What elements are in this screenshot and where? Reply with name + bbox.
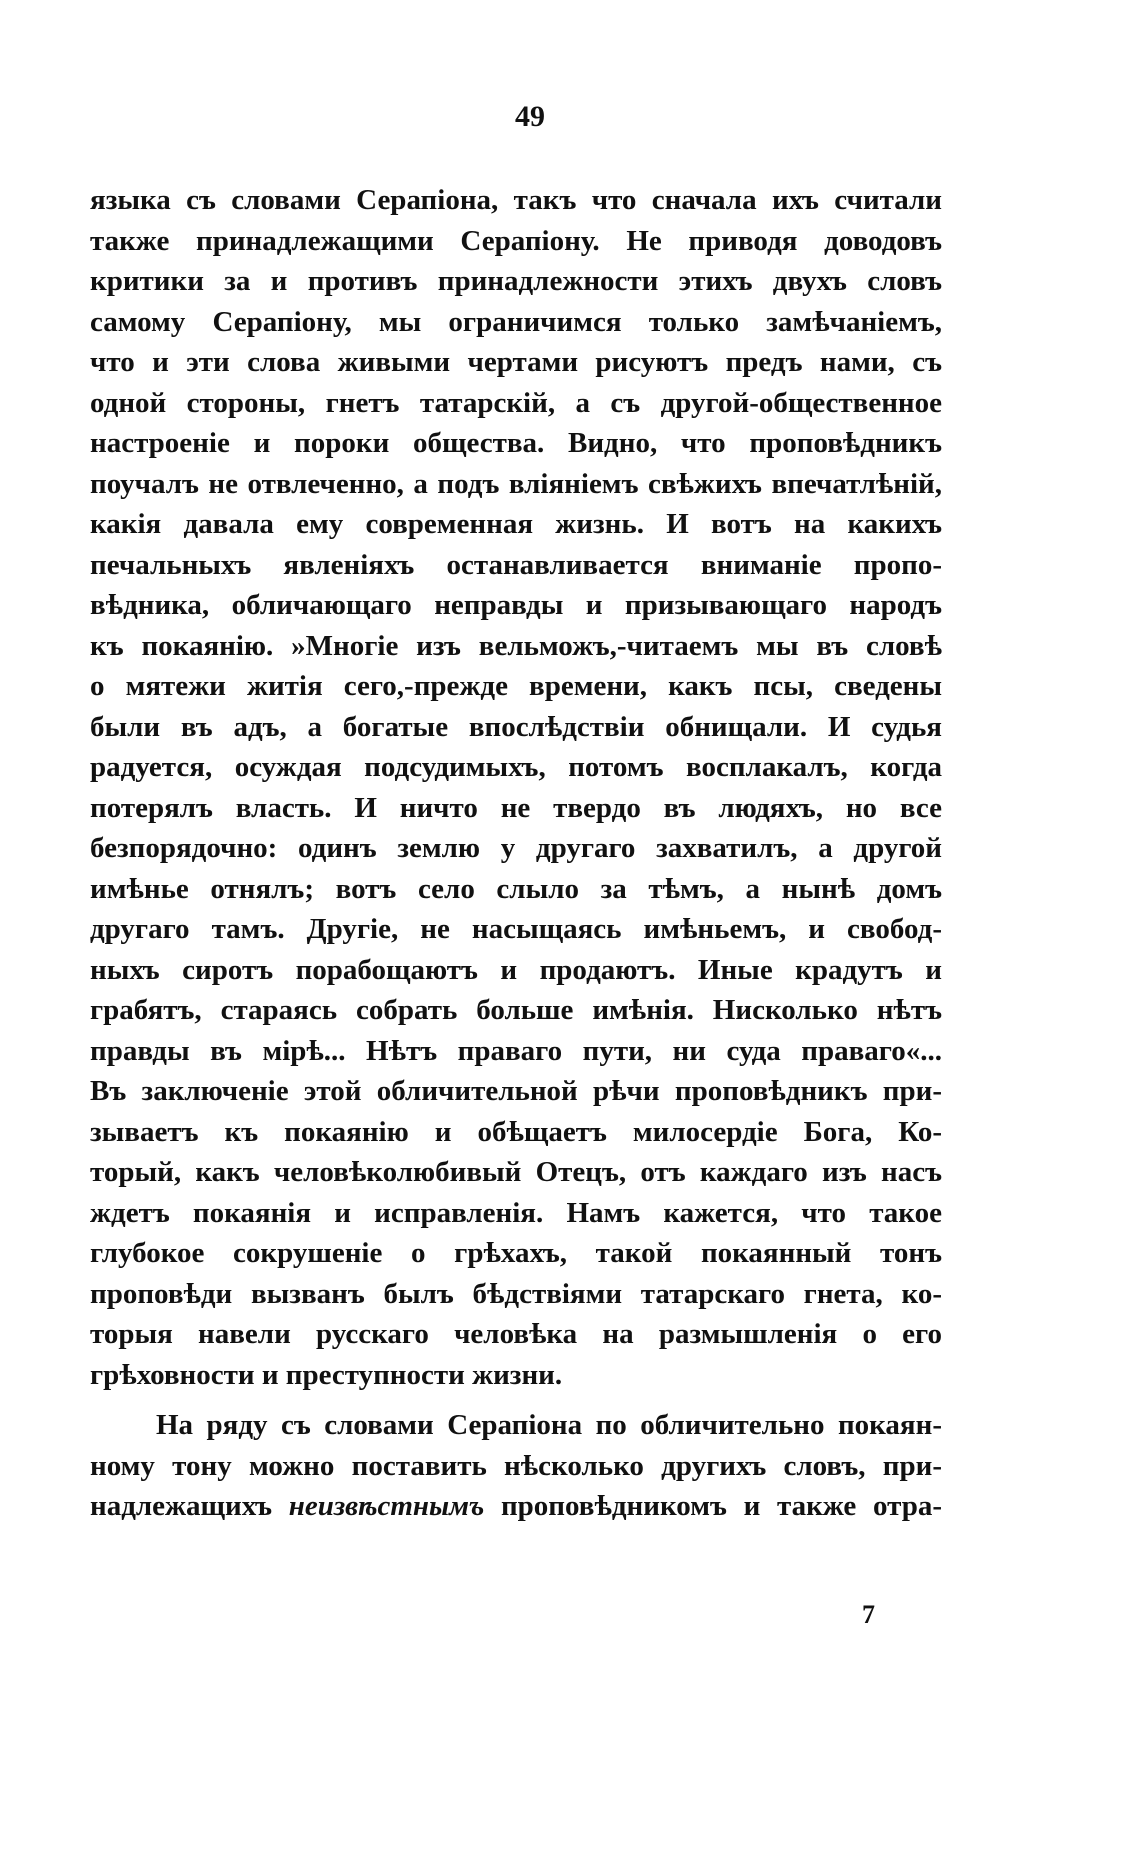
text-line: потерялъ власть. И ничто не твердо въ людяхъ, но все bbox=[90, 791, 942, 824]
italic-word: неизвѣстнымъ bbox=[288, 1490, 485, 1522]
text-line: о мятежи житія сего,-прежде времени, какъ псы, сведены bbox=[90, 670, 942, 702]
text-line bbox=[90, 1486, 942, 1527]
text-line: проповѣди вызванъ былъ бѣдствіями татарскаго гнета, ко- bbox=[90, 1277, 942, 1310]
text-line: критики за и противъ принадлежности этихъ двухъ словъ bbox=[90, 265, 942, 297]
text-line: самому Серапіону, мы ограничимся только замѣчаніемъ, bbox=[90, 305, 942, 338]
text-line: поучалъ не отвлеченно, а подъ вліяніемъ свѣжихъ впечатлѣній, bbox=[90, 467, 942, 500]
text-fragment: надлежащихъ bbox=[90, 1490, 289, 1522]
text-line: другаго тамъ. Другіе, не насыщаясь имѣньемъ, и свобод- bbox=[90, 913, 942, 945]
text-line: вѣдника, обличающаго неправды и призывающаго народъ bbox=[90, 589, 942, 621]
text-line: были въ адъ, а богатые впослѣдствіи обнищали. И судья bbox=[90, 710, 942, 743]
text-line: глубокое сокрушеніе о грѣхахъ, такой покаянный тонъ bbox=[90, 1237, 942, 1269]
text-line: зываетъ къ покаянію и обѣщаетъ милосердіе Бога, Ко- bbox=[90, 1115, 942, 1148]
text-line: языка съ словами Серапіона, такъ что сначала ихъ считали bbox=[90, 184, 942, 216]
text-line: правды въ мірѣ... Нѣтъ праваго пути, ни суда праваго«... bbox=[90, 1034, 942, 1067]
text-line: также принадлежащими Серапіону. Не приводя доводовъ bbox=[90, 224, 942, 257]
text-fragment: проповѣдникомъ и также отра- bbox=[484, 1490, 942, 1522]
text-line: грѣховности и преступности жизни. bbox=[90, 1358, 563, 1391]
text-line: какія давала ему современная жизнь. И вотъ на какихъ bbox=[90, 508, 942, 540]
text-line: торый, какъ человѣколюбивый Отецъ, отъ каждаго изъ насъ bbox=[90, 1156, 942, 1188]
page-text bbox=[90, 180, 942, 1527]
paragraph-1 bbox=[90, 180, 942, 1395]
text-line: настроеніе и пороки общества. Видно, что проповѣдникъ bbox=[90, 427, 942, 459]
text-line: ному тону можно поставить нѣсколько другихъ словъ, при- bbox=[90, 1449, 942, 1482]
text-line: что и эти слова живыми чертами рисуютъ предъ нами, съ bbox=[90, 346, 942, 378]
page-number: 49 bbox=[515, 100, 545, 133]
signature-mark: 7 bbox=[862, 1600, 875, 1629]
text-line: торыя навели русскаго человѣка на размышленія о его bbox=[90, 1318, 942, 1350]
text-line: одной стороны, гнетъ татарскій, а съ другой-общественное bbox=[90, 386, 942, 419]
text-line: радуется, осуждая подсудимыхъ, потомъ восплакалъ, когда bbox=[90, 751, 942, 783]
text-line: печальныхъ явленіяхъ останавливается вниманіе пропо- bbox=[90, 548, 942, 581]
text-line: къ покаянію. »Многіе изъ вельможъ,-читаемъ мы въ словѣ bbox=[90, 629, 942, 662]
text-line: ждетъ покаянія и исправленія. Намъ кажется, что такое bbox=[90, 1196, 942, 1229]
paragraph-2 bbox=[90, 1405, 942, 1527]
text-line: Въ заключеніе этой обличительной рѣчи проповѣдникъ при- bbox=[90, 1075, 942, 1107]
text-line: На ряду съ словами Серапіона по обличительно покаян- bbox=[156, 1409, 942, 1441]
text-line: грабятъ, стараясь собрать больше имѣнія. Нисколько нѣтъ bbox=[90, 994, 942, 1026]
text-line: ныхъ сиротъ порабощаютъ и продаютъ. Иные крадутъ и bbox=[90, 953, 942, 986]
text-line: безпорядочно: одинъ землю у другаго захватилъ, а другой bbox=[90, 832, 942, 864]
text-line: имѣнье отнялъ; вотъ село слыло за тѣмъ, а нынѣ домъ bbox=[90, 872, 942, 905]
